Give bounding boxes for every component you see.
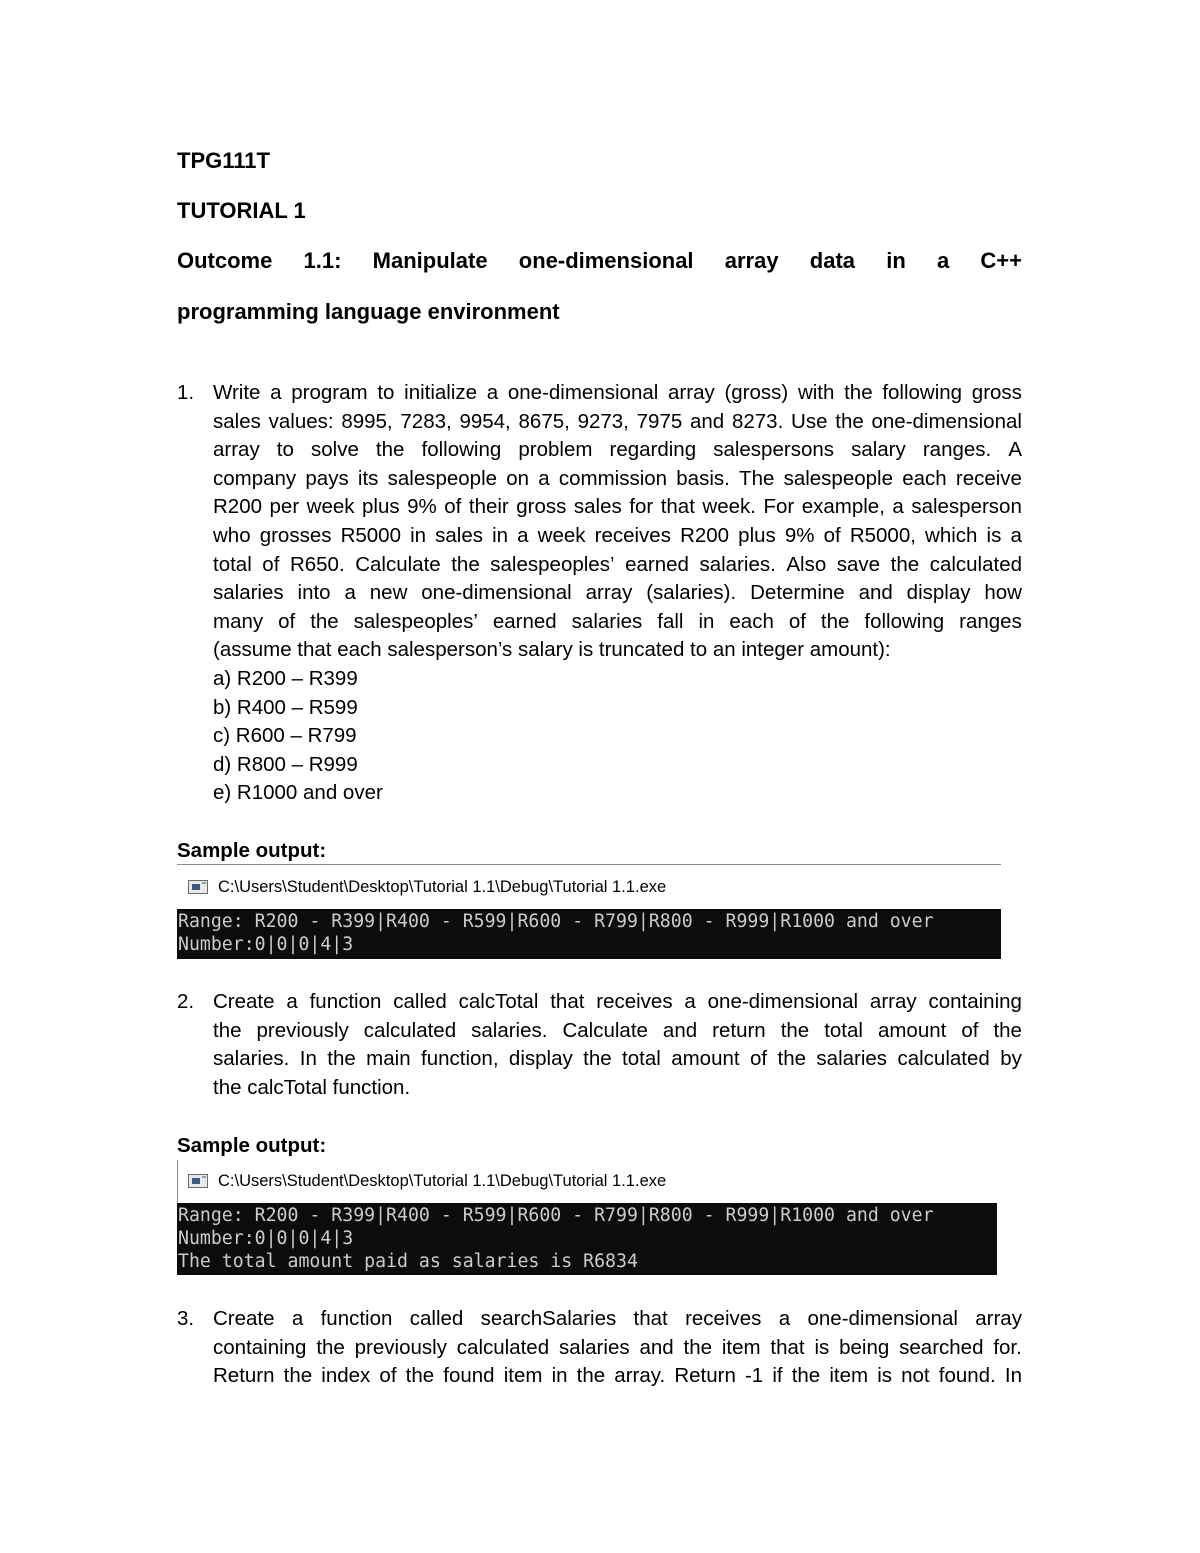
word: 9273, (577, 409, 629, 433)
word: pays (305, 466, 349, 490)
word: their (468, 495, 509, 519)
word: function, (421, 1047, 499, 1071)
word: Return (213, 1364, 275, 1388)
word: many (213, 609, 264, 633)
word: salaries (213, 581, 284, 605)
word: calcTotal (458, 990, 539, 1013)
word: example, (801, 495, 885, 519)
word: array (668, 381, 715, 404)
outcome-heading-line-1 (177, 247, 1022, 275)
word: R200 (680, 523, 730, 547)
word: not (901, 1364, 930, 1388)
word: the (451, 552, 480, 576)
word: receives (594, 523, 671, 547)
question-line (213, 1017, 1022, 1046)
question-line (213, 436, 1022, 465)
word: calculated (929, 552, 1022, 576)
word: salary (851, 438, 906, 462)
word: function (309, 990, 382, 1013)
question-body (213, 379, 1022, 808)
word: with (797, 381, 835, 404)
word: salaries. (699, 552, 776, 576)
word: and (858, 581, 893, 605)
word: solve (310, 438, 359, 462)
word: previously (256, 1018, 349, 1042)
word: 8995, (341, 409, 393, 433)
console-window-titlebar (188, 1168, 666, 1194)
word: 9954, (459, 409, 511, 433)
word: calculated (456, 1335, 550, 1359)
word: that (633, 1307, 668, 1330)
word: in (492, 523, 509, 547)
word: for. (993, 1335, 1022, 1359)
word: a (270, 381, 282, 404)
word: plus (362, 495, 400, 519)
word: salespeople (387, 466, 498, 490)
console-window-icon (188, 880, 208, 894)
word: a (778, 1307, 791, 1330)
word: 9% (407, 495, 437, 519)
word: and (639, 1335, 674, 1359)
question-line: a) R200 – R399 (213, 666, 358, 690)
word: into (297, 581, 331, 605)
console-line: Range: R200 - R399|R400 - R599|R600 - R799|R800 - R999|R1000 and over (178, 911, 934, 932)
word: one-dimensional (707, 990, 859, 1013)
word: by (1000, 1047, 1022, 1071)
question-line: d) R800 – R999 (213, 752, 358, 776)
word: 8273. (731, 409, 784, 433)
word: called (409, 1307, 464, 1330)
word: containing (928, 990, 1022, 1013)
word: receive (955, 466, 1022, 490)
word: the (777, 1047, 807, 1071)
word: Return (674, 1364, 736, 1388)
word: fall (657, 609, 684, 633)
word: one-dimensional (807, 1307, 958, 1330)
word: is (814, 1335, 830, 1359)
word: per (269, 495, 300, 519)
sample-output-label: Sample output: (177, 839, 327, 862)
word: array (213, 438, 260, 462)
word: calculated (897, 1047, 990, 1071)
word: of (750, 1047, 768, 1071)
word: Create (213, 990, 275, 1013)
word: R5000 (340, 523, 401, 547)
word: Write (213, 381, 261, 404)
word: salaries. (213, 1047, 290, 1071)
word: Calculate (355, 552, 441, 576)
question-line (213, 408, 1022, 437)
word: salesperson (911, 495, 1022, 519)
word: of (788, 609, 806, 633)
outcome-word: Outcome (177, 248, 273, 273)
tutorial-title: TUTORIAL 1 (177, 198, 306, 223)
word: total (824, 1018, 863, 1042)
word: -1 (744, 1364, 764, 1388)
word: one-dimensional (507, 381, 659, 404)
word: salaries (571, 609, 643, 633)
word: sales (213, 409, 261, 433)
word: a (286, 990, 298, 1013)
word: searched (899, 1335, 984, 1359)
word: in (410, 523, 427, 547)
word: amount (877, 1018, 947, 1042)
word: of (961, 1018, 979, 1042)
word: 9% (784, 523, 815, 547)
question-line: e) R1000 and over (213, 781, 383, 805)
window-title: C:\Users\Student\Desktop\Tutorial 1.1\Debug\Tutorial 1.1.exe (218, 1171, 667, 1190)
word: item (503, 1364, 543, 1388)
word: sales (435, 523, 484, 547)
word: A (1008, 438, 1022, 462)
question-3 (177, 1305, 1022, 1395)
word: following (882, 381, 963, 404)
word: of (379, 1364, 397, 1388)
word: week. (702, 495, 756, 519)
console-line: Range: R200 - R399|R400 - R599|R600 - R799|R800 - R999|R1000 and over (178, 1205, 934, 1226)
question-line (213, 579, 1022, 608)
word: ranges. (922, 438, 992, 462)
word: R200 (213, 495, 263, 519)
console-output (177, 1203, 997, 1275)
question-line (213, 493, 1022, 522)
word: Determine (750, 581, 845, 605)
word: gross (971, 381, 1022, 404)
word: 7283, (400, 409, 452, 433)
word: is (877, 1364, 892, 1388)
question-line: b) R400 – R599 (213, 695, 358, 719)
question-line (213, 551, 1022, 580)
word: salespeoples’ (353, 609, 478, 633)
word: ranges (959, 609, 1022, 633)
word: the (791, 1364, 821, 1388)
word: plus (738, 523, 776, 547)
question-2 (177, 988, 1022, 1104)
word: a (684, 990, 696, 1013)
word: week (537, 523, 586, 547)
word: earned (492, 609, 557, 633)
word: one-dimensional (871, 409, 1022, 433)
word: of (278, 609, 296, 633)
word: the (583, 1047, 612, 1071)
word: one-dimensional (421, 581, 572, 605)
word: and (662, 1018, 698, 1042)
word: salespersons (713, 438, 834, 462)
word: initialize (404, 381, 478, 404)
word: array (975, 1307, 1022, 1330)
word: of (444, 495, 462, 519)
outcome-heading-line-2: programming language environment (177, 299, 560, 324)
word: a (344, 581, 356, 605)
word: for (629, 495, 654, 519)
word: calculated (363, 1018, 457, 1042)
question-line (213, 608, 1022, 637)
word: that (660, 495, 695, 519)
outcome-word: C++ (980, 248, 1022, 273)
word: a (892, 495, 904, 519)
word: the (683, 1335, 712, 1359)
word: commission (558, 466, 668, 490)
word: Create (213, 1307, 275, 1330)
window-left-border (177, 1160, 178, 1202)
word: being (839, 1335, 890, 1359)
word: array. (614, 1364, 666, 1388)
outcome-word: Manipulate (372, 248, 488, 273)
console-line: The total amount paid as salaries is R6834 (178, 1251, 638, 1272)
word: a (291, 1307, 304, 1330)
word: to (276, 438, 294, 462)
word: receives (596, 990, 673, 1013)
word: its (357, 466, 379, 490)
question-line: the calcTotal function. (213, 1075, 411, 1099)
question-line: (assume that each salesperson’s salary is truncated to an integer amount): (213, 638, 891, 662)
word: display (906, 581, 971, 605)
word: (gross) (724, 381, 789, 404)
word: program (291, 381, 368, 404)
word: new (369, 581, 408, 605)
question-line (213, 1305, 1022, 1334)
course-code: TPG111T (177, 148, 270, 173)
question-1 (177, 379, 1022, 809)
word: how (984, 581, 1022, 605)
word: receives (685, 1307, 762, 1330)
word: values: (268, 409, 334, 433)
word: the (780, 1018, 810, 1042)
word: item (721, 1335, 761, 1359)
word: (salaries). (646, 581, 737, 605)
word: searchSalaries (480, 1307, 617, 1330)
word: the (993, 1018, 1022, 1042)
question-line (213, 988, 1022, 1017)
question-number: 1. (177, 381, 195, 404)
word: gross (516, 495, 567, 519)
word: earned (625, 552, 689, 576)
word: containing (213, 1335, 307, 1359)
outcome-word: in (886, 248, 906, 273)
word: that (550, 990, 585, 1013)
word: which (925, 523, 978, 547)
word: sales (573, 495, 622, 519)
word: item (829, 1364, 869, 1388)
word: the (310, 609, 339, 633)
word: the (283, 1364, 313, 1388)
word: the (375, 438, 405, 462)
window-top-border (177, 864, 1001, 865)
word: regarding (609, 438, 697, 462)
word: a (486, 381, 499, 404)
console-line: Number:0|0|0|4|3 (178, 934, 354, 955)
question-line (213, 1334, 1022, 1363)
word: week (306, 495, 355, 519)
console-window-titlebar (188, 874, 666, 900)
outcome-word: one-dimensional (518, 248, 694, 273)
word: following (864, 609, 945, 633)
word: For (763, 495, 795, 519)
word: found. (938, 1364, 996, 1388)
word: in (698, 609, 715, 633)
word: each (902, 466, 947, 490)
word: In (1004, 1364, 1022, 1388)
word: array (869, 990, 917, 1013)
word: salaries. (471, 1018, 548, 1042)
word: the (820, 609, 850, 633)
word: Use (791, 409, 828, 433)
word: Also (786, 552, 827, 576)
word: and (690, 409, 725, 433)
question-number: 3. (177, 1307, 195, 1330)
question-line (213, 465, 1022, 494)
word: function (320, 1307, 393, 1330)
question-line: c) R600 – R799 (213, 724, 357, 748)
word: array (585, 581, 633, 605)
word: the (213, 1018, 242, 1042)
word: salaries (558, 1335, 630, 1359)
console-output (177, 909, 1001, 959)
word: company (213, 466, 297, 490)
outcome-word: data (809, 248, 856, 273)
word: display (508, 1047, 573, 1071)
word: main (366, 1047, 411, 1071)
word: the (890, 552, 920, 576)
word: of (823, 523, 841, 547)
console-window-icon (188, 1174, 208, 1188)
word: found (443, 1364, 495, 1388)
word: The (739, 466, 775, 490)
word: R650. (289, 552, 345, 576)
window-title: C:\Users\Student\Desktop\Tutorial 1.1\Debug\Tutorial 1.1.exe (218, 877, 667, 896)
word: on (506, 466, 530, 490)
word: save (836, 552, 881, 576)
word: called (393, 990, 447, 1013)
word: salespeople (783, 466, 893, 490)
word: the (316, 1335, 345, 1359)
word: of (262, 552, 280, 576)
word: to (377, 381, 395, 404)
word: R5000, (849, 523, 916, 547)
word: grosses (259, 523, 332, 547)
word: salaries (816, 1047, 888, 1071)
word: the (576, 1364, 606, 1388)
outcome-word: 1.1: (303, 248, 342, 273)
word: 8675, (518, 409, 570, 433)
word: the (405, 1364, 435, 1388)
question-line (213, 522, 1022, 551)
word: the (844, 381, 873, 404)
word: who (213, 523, 251, 547)
word: Calculate (562, 1018, 648, 1042)
word: previously (354, 1335, 447, 1359)
sample-output-label: Sample output: (177, 1134, 327, 1157)
question-line (213, 1362, 1022, 1391)
console-line: Number:0|0|0|4|3 (178, 1228, 354, 1249)
word: a (538, 466, 550, 490)
word: following (421, 438, 502, 462)
question-body (213, 988, 1022, 1102)
question-number: 2. (177, 990, 195, 1013)
word: In (299, 1047, 317, 1071)
word: amount (671, 1047, 740, 1071)
outcome-word: array (724, 248, 779, 273)
question-line (213, 1045, 1022, 1074)
word: basis. (676, 466, 730, 490)
word: the (835, 409, 864, 433)
outcome-word: a (936, 248, 950, 273)
word: the (327, 1047, 356, 1071)
word: a (517, 523, 529, 547)
question-line (213, 379, 1022, 408)
word: each (729, 609, 774, 633)
word: salespeoples’ (490, 552, 615, 576)
word: in (551, 1364, 568, 1388)
word: total (622, 1047, 661, 1071)
word: return (712, 1018, 766, 1042)
question-body (213, 1305, 1022, 1391)
word: 7975 (636, 409, 683, 433)
word: total (213, 552, 252, 576)
word: problem (518, 438, 593, 462)
word: if (772, 1364, 783, 1388)
word: is (986, 523, 1002, 547)
word: index (321, 1364, 371, 1388)
word: that (770, 1335, 805, 1359)
word: a (1010, 523, 1022, 547)
